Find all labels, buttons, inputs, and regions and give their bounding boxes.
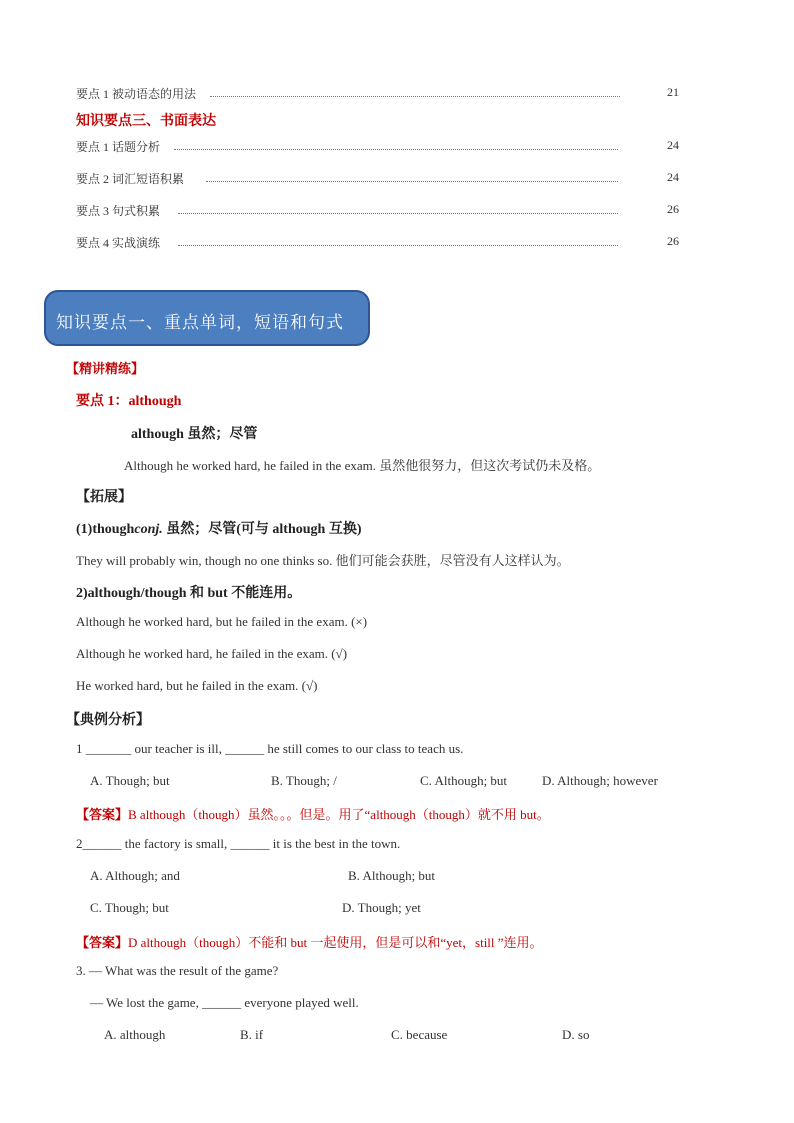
toc-page-number: 21	[667, 85, 679, 99]
question-response: — We lost the game, ______ everyone played well.	[90, 995, 359, 1010]
answer-line	[76, 804, 550, 823]
answer-text: D although（though）不能和 but 一起使用，但是可以和“yet，still ”连用。	[128, 935, 543, 950]
option-d[interactable]: D. so	[562, 1027, 590, 1042]
banner-title: 知识要点一、重点单词，短语和句式	[56, 313, 344, 333]
tuozhan-label: 【拓展】	[76, 490, 132, 505]
section-banner	[44, 290, 370, 346]
option-a[interactable]: A. although	[104, 1027, 166, 1042]
answer-text: B although（though）虽然。。。但是。用了“although（though）就不用 but。	[128, 807, 550, 822]
option-c[interactable]: C. because	[391, 1027, 448, 1042]
answer-tag: 【答案】	[76, 935, 129, 950]
toc-leader	[206, 181, 618, 182]
extension-2: 2)although/though 和 but 不能连用。	[76, 586, 302, 601]
toc-entry[interactable]: 要点 1 话题分析	[76, 140, 161, 154]
example-sentence: Although he worked hard, he failed in the exam. 虽然他很努力，但这次考试仍未及格。	[124, 458, 601, 473]
dianli-label: 【典例分析】	[66, 713, 150, 728]
question-stem: 3. — What was the result of the game?	[76, 963, 279, 978]
extension-1	[76, 518, 361, 538]
question-stem: 2______ the factory is small, ______ it is the best in the town.	[76, 836, 401, 851]
point-title: 要点 1：although	[76, 394, 182, 409]
toc-leader	[174, 149, 618, 150]
option-d[interactable]: D. Although; however	[542, 773, 658, 788]
toc-page-number: 24	[667, 170, 679, 184]
definition: although 虽然；尽管	[131, 427, 258, 442]
toc-leader	[178, 213, 618, 214]
toc-page-number: 26	[667, 202, 679, 216]
option-d[interactable]: D. Though; yet	[342, 900, 421, 915]
ext1-pos: conj.	[134, 522, 163, 537]
jingjiang-label: 【精讲精练】	[66, 361, 145, 376]
ext1-example: They will probably win, though no one thinks so. 他们可能会获胜，尽管没有人这样认为。	[76, 553, 570, 568]
toc-entry[interactable]: 要点 4 实战演练	[76, 236, 161, 250]
answer-line	[76, 932, 543, 951]
option-a[interactable]: A. Though; but	[90, 773, 170, 788]
option-c[interactable]: C. Though; but	[90, 900, 169, 915]
toc-entry[interactable]: 要点 3 句式积累	[76, 204, 161, 218]
ext1-word: (1)though	[76, 522, 135, 537]
answer-tag: 【答案】	[76, 807, 129, 822]
option-b[interactable]: B. Though; /	[271, 773, 337, 788]
toc-entry[interactable]: 要点 1 被动语态的用法	[76, 87, 197, 101]
toc-leader	[210, 96, 620, 97]
ext2-example-wrong: Although he worked hard, but he failed in the exam. (×)	[76, 614, 368, 629]
option-c[interactable]: C. Although; but	[420, 773, 508, 788]
question-stem: 1 _______ our teacher is ill, ______ he still comes to our class to teach us.	[76, 741, 464, 756]
option-a[interactable]: A. Although; and	[90, 868, 180, 883]
option-b[interactable]: B. if	[240, 1027, 264, 1042]
option-b[interactable]: B. Although; but	[348, 868, 436, 883]
toc-entry[interactable]: 要点 2 词汇短语积累	[76, 172, 185, 186]
ext2-example-right: He worked hard, but he failed in the exam. (√)	[76, 678, 318, 693]
ext2-example-right: Although he worked hard, he failed in the exam. (√)	[76, 646, 348, 661]
toc-page-number: 24	[667, 138, 679, 152]
toc-heading[interactable]: 知识要点三、书面表达	[76, 114, 216, 129]
ext1-meaning: 虽然；尽管(可与 although 互换)	[162, 522, 362, 537]
toc-leader	[178, 245, 618, 246]
toc-page-number: 26	[667, 234, 679, 248]
